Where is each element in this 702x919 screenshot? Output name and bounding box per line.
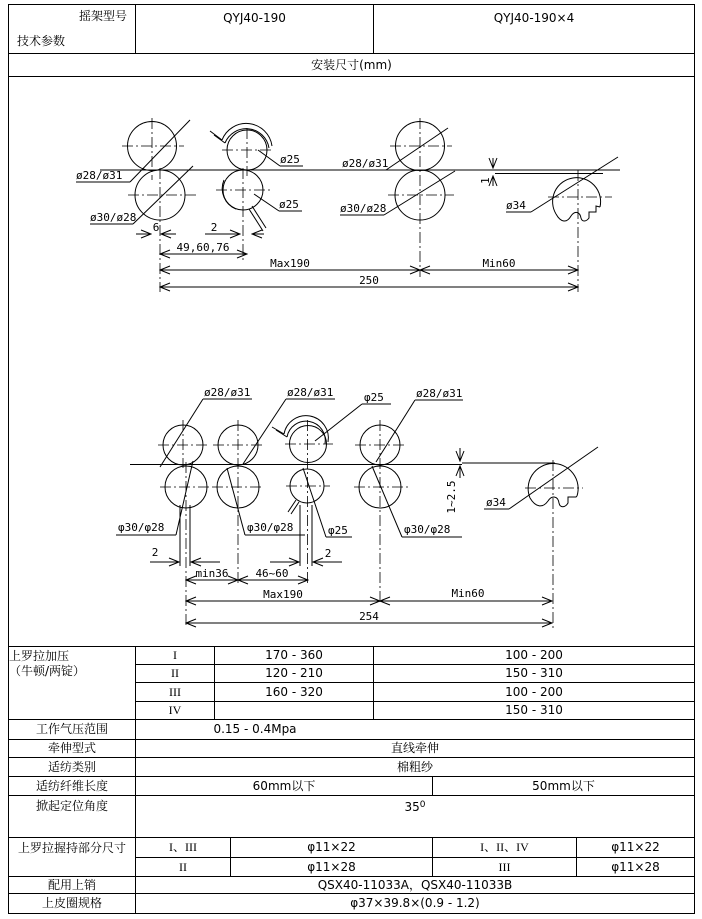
label-t2: ø28/ø31 xyxy=(287,386,334,399)
installation-drawings xyxy=(8,76,695,647)
grip-r2c1: II xyxy=(135,857,231,877)
air-pressure-label: 工作气压范围 xyxy=(8,719,136,740)
corner-top-label: 摇架型号 xyxy=(78,9,127,23)
dim-49-60-76: 49,60,76 xyxy=(176,241,230,254)
pressure-v1-1: 170 - 360 xyxy=(214,646,374,665)
dim-min36: min36 xyxy=(195,567,229,580)
pressure-v2-2: 150 - 310 xyxy=(373,664,695,683)
label-mid-bottom: ø25 xyxy=(279,198,299,211)
label-b2: φ30/φ28 xyxy=(247,521,294,534)
lift-angle-exp: 0 xyxy=(419,800,426,810)
header-corner-cell xyxy=(8,4,136,54)
pressure-grade-4: IV xyxy=(135,701,215,720)
break-line xyxy=(530,496,577,507)
dim-254: 254 xyxy=(359,610,379,623)
pressure-label-line2: （牛顿/两锭） xyxy=(9,664,86,678)
air-pressure-value: 0.15 - 0.4Mpa xyxy=(213,722,297,736)
grip-label: 上罗拉握持部分尺寸 xyxy=(8,837,136,877)
dim-250: 250 xyxy=(359,274,379,287)
section-title-cell: 安装尺寸(mm) xyxy=(8,53,695,77)
pressure-v2-1: 100 - 200 xyxy=(373,646,695,665)
apron-spec-value: φ37×39.8×(0.9 - 1.2) xyxy=(135,893,695,914)
pressure-v1-2: 120 - 210 xyxy=(214,664,374,683)
dim-2a: 2 xyxy=(151,546,159,559)
label-back-top: ø28/ø31 xyxy=(76,169,123,182)
lift-angle-value-cell xyxy=(135,795,695,838)
fiber-length-v2: 50mm以下 xyxy=(432,776,695,796)
lift-angle-label: 掀起定位角度 xyxy=(8,795,136,838)
grip-r2c4: φ11×28 xyxy=(576,857,695,877)
label-front-bottom: ø30/ø28 xyxy=(340,202,387,215)
dim-1: 1 xyxy=(479,177,492,184)
draft-type-value: 直线牵伸 xyxy=(135,739,695,758)
grip-r1c3: I、II、IV xyxy=(432,837,577,858)
pressure-v1-4 xyxy=(214,701,374,720)
pressure-v1-3: 160 - 320 xyxy=(214,682,374,702)
label-b3: φ25 xyxy=(328,524,348,537)
label-roller: ø34 xyxy=(486,496,506,509)
pressure-v2-4: 150 - 310 xyxy=(373,701,695,720)
label-roller: ø34 xyxy=(506,199,526,212)
draft-type-label: 牵伸型式 xyxy=(8,739,136,758)
dim-max190: Max190 xyxy=(263,588,303,601)
dim-min60: Min60 xyxy=(482,257,516,270)
model-1-cell: QYJ40-190 xyxy=(135,4,374,54)
spin-category-value: 棉粗纱 xyxy=(135,757,695,777)
dim-2: 2 xyxy=(210,221,218,234)
fiber-length-v1: 60mm以下 xyxy=(135,776,433,796)
label-front-top: ø28/ø31 xyxy=(342,157,389,170)
label-b4: φ30/φ28 xyxy=(404,523,451,536)
pressure-grade-2: II xyxy=(135,664,215,683)
label-t3: φ25 xyxy=(364,391,384,404)
air-pressure-value-cell xyxy=(135,719,695,740)
pressure-v2-3: 100 - 200 xyxy=(373,682,695,702)
grip-r1c1: I、III xyxy=(135,837,231,858)
grip-r1c2: φ11×22 xyxy=(230,837,433,858)
label-t1: ø28/ø31 xyxy=(204,386,251,399)
pressure-grade-3: III xyxy=(135,682,215,702)
label-back-bottom: ø30/ø28 xyxy=(90,211,137,224)
fiber-length-label: 适纺纤维长度 xyxy=(8,776,136,796)
pressure-grade-1: I xyxy=(135,646,215,665)
pressure-label-cell xyxy=(8,646,136,720)
drawing-2 xyxy=(116,386,598,628)
label-b1: φ30/φ28 xyxy=(118,521,165,534)
dim-6: 6 xyxy=(152,221,160,234)
corner-bottom-label: 技术参数 xyxy=(17,34,66,48)
grip-r2c3: III xyxy=(432,857,577,877)
pressure-label-line1: 上罗拉加压 xyxy=(9,649,70,663)
model-2-cell: QYJ40-190×4 xyxy=(373,4,695,54)
dim-2b: 2 xyxy=(324,547,332,560)
top-pin-label: 配用上销 xyxy=(8,876,136,894)
lift-angle-value: 35 xyxy=(404,800,420,814)
dim-46-60: 46~60 xyxy=(255,567,289,580)
grip-r2c2: φ11×28 xyxy=(230,857,433,877)
top-pin-value: QSX40-11033A，QSX40-11033B xyxy=(135,876,695,894)
apron-spec-label: 上皮圈规格 xyxy=(8,893,136,914)
spin-category-label: 适纺类别 xyxy=(8,757,136,777)
grip-r1c4: φ11×22 xyxy=(576,837,695,858)
label-t4: ø28/ø31 xyxy=(416,387,463,400)
drawing-1 xyxy=(76,118,620,292)
dim-min60: Min60 xyxy=(451,587,485,600)
dim-1-2.5: 1~2.5 xyxy=(445,480,458,514)
label-mid-top: ø25 xyxy=(280,153,300,166)
dim-max190: Max190 xyxy=(270,257,310,270)
